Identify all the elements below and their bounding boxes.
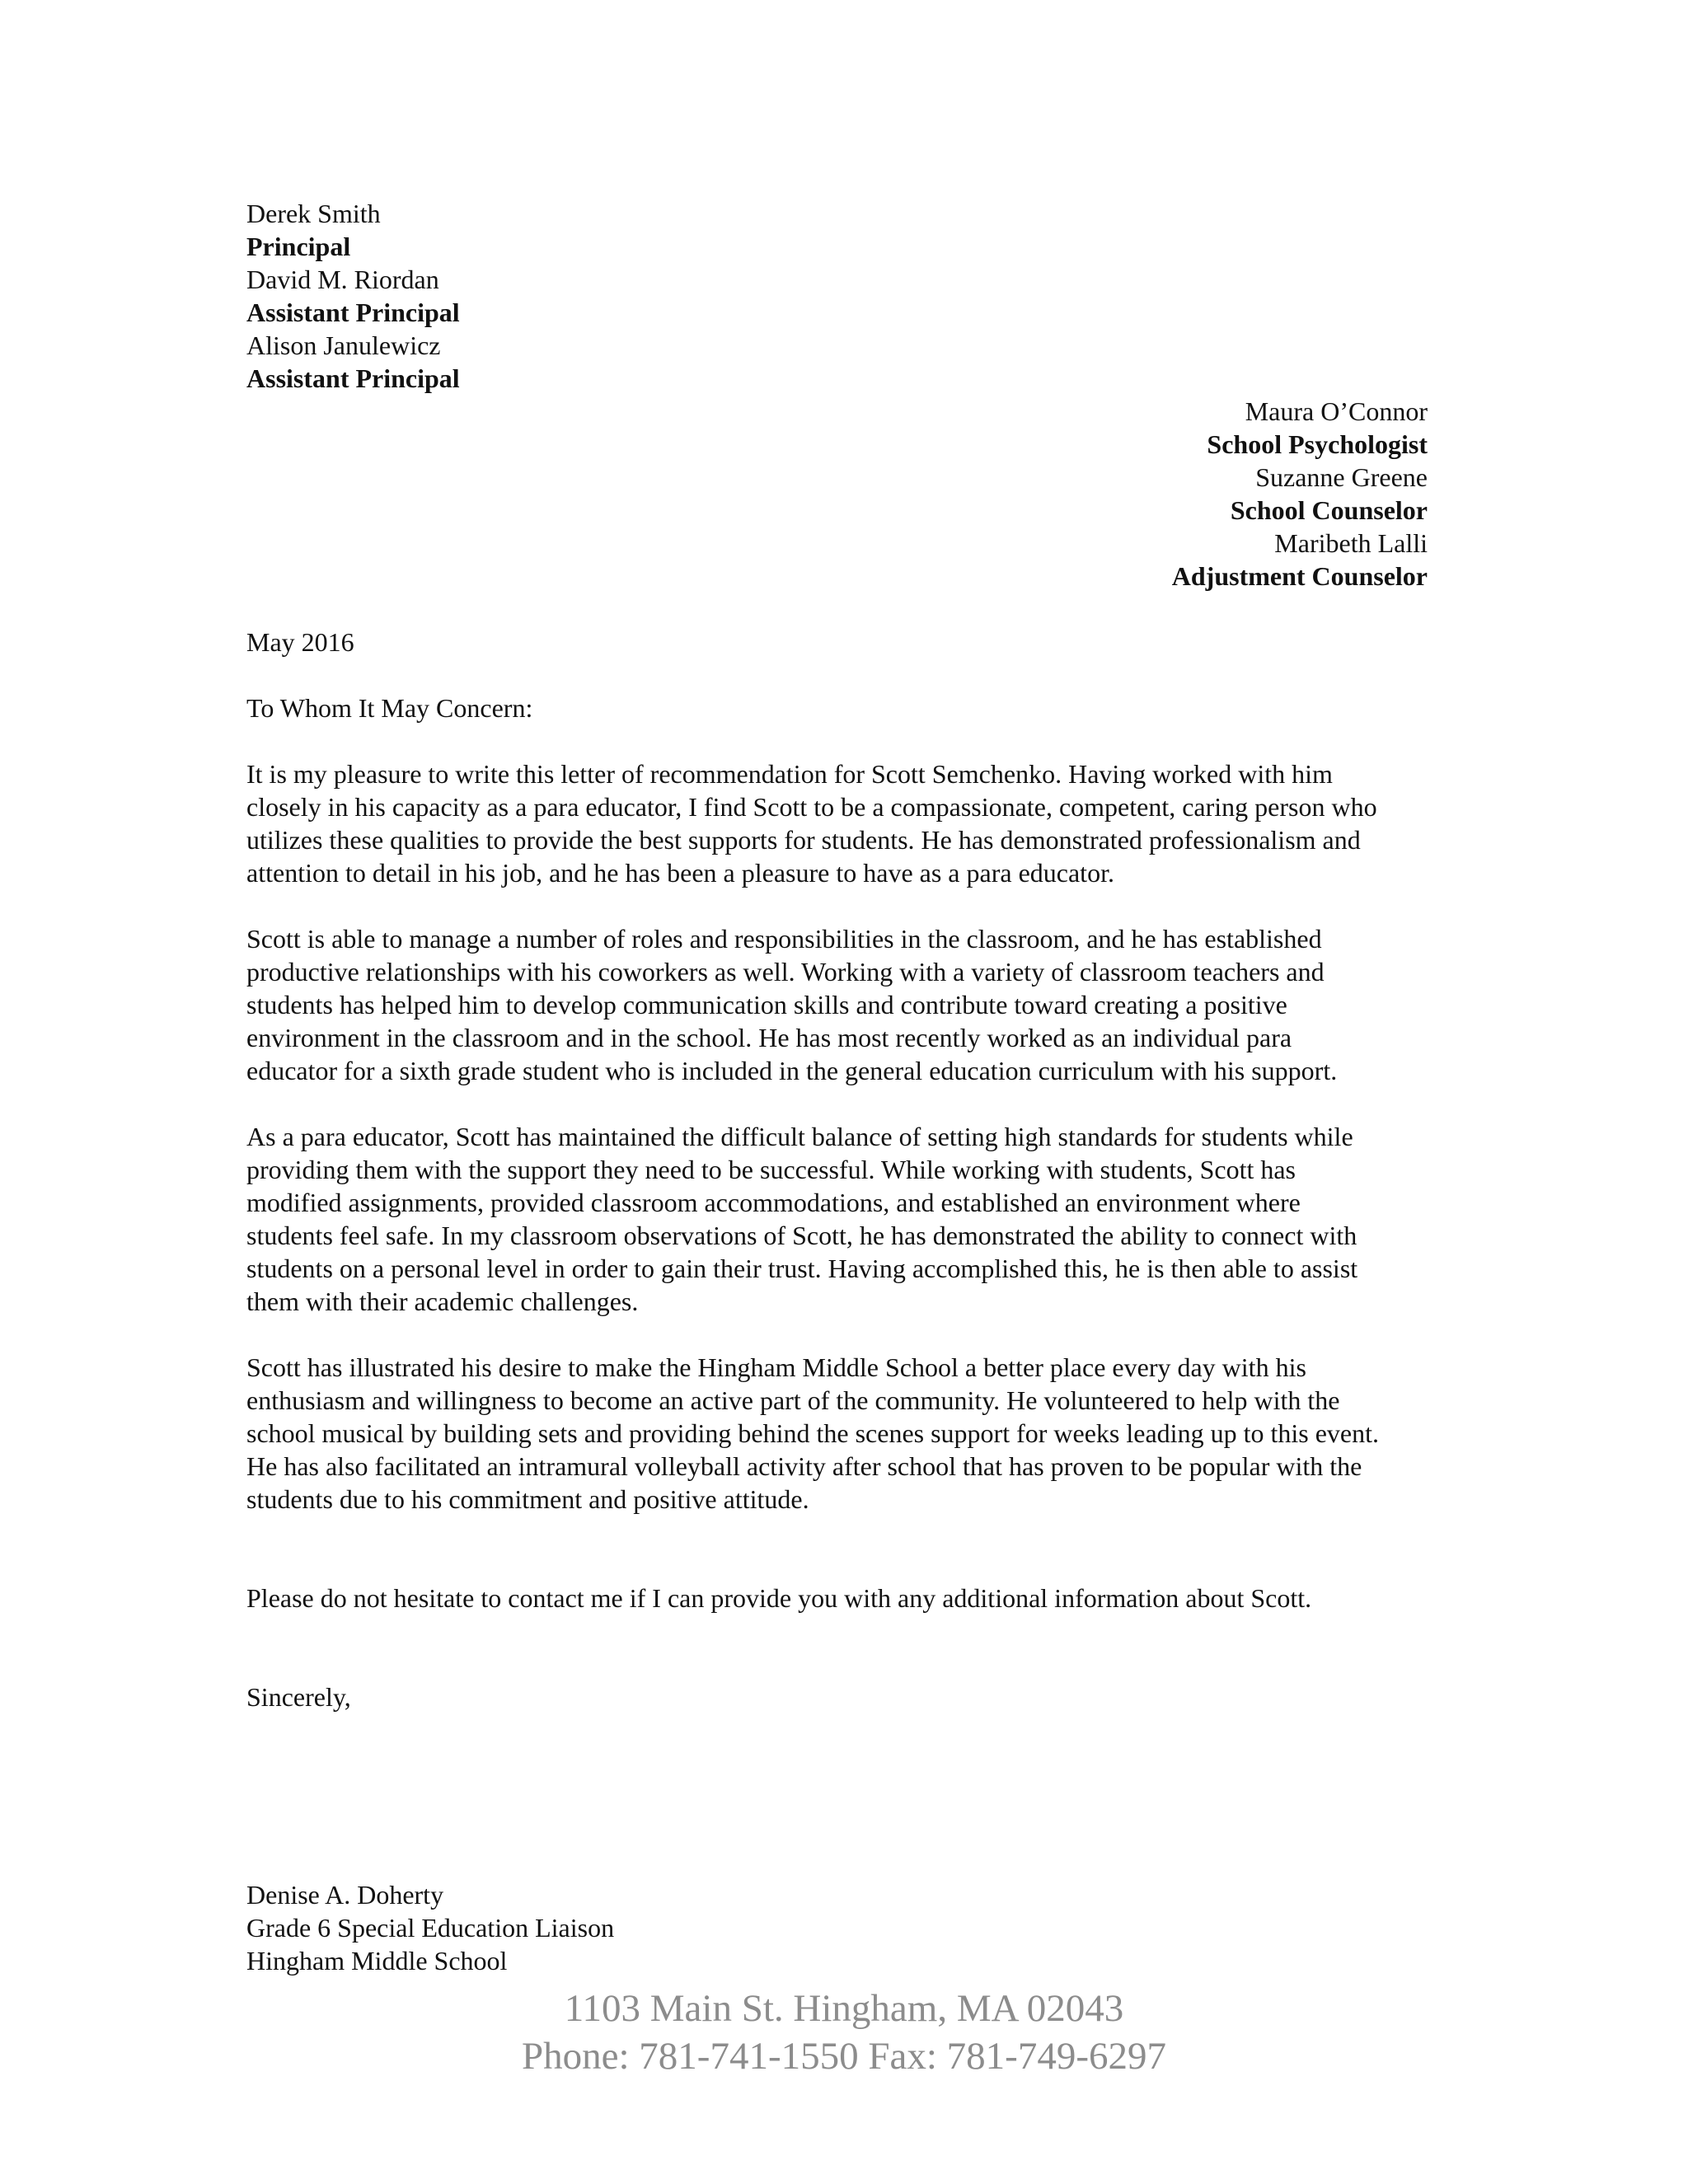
footer-address: 1103 Main St. Hingham, MA 02043 <box>564 1987 1124 2030</box>
paragraph-line: closely in his capacity as a para educator, I find Scott to be a compassionate, competent, caring person who <box>246 792 1377 822</box>
letter-date: May 2016 <box>246 627 354 657</box>
paragraph-line: attention to detail in his job, and he has been a pleasure to have as a para educator. <box>246 858 1114 888</box>
header-left-name-1: Derek Smith <box>246 199 381 228</box>
header-right-title-2: School Counselor <box>1230 495 1428 525</box>
header-right-name-1: Maura O’Connor <box>1245 396 1428 426</box>
paragraph-line: enthusiasm and willingness to become an active part of the community. He volunteered to help with the <box>246 1385 1340 1415</box>
header-left-title-2: Assistant Principal <box>246 298 460 327</box>
paragraph-line: Scott is able to manage a number of roles and responsibilities in the classroom, and he has established <box>246 924 1322 954</box>
header-left-name-3: Alison Janulewicz <box>246 330 441 360</box>
body-paragraph-4 <box>246 1351 1442 1516</box>
body-paragraph-1 <box>246 757 1442 889</box>
body-paragraph-2 <box>246 922 1442 1087</box>
paragraph-line: students feel safe. In my classroom observations of Scott, he has demonstrated the ability to connect with <box>246 1221 1357 1250</box>
header-left-title-3: Assistant Principal <box>246 363 460 393</box>
header-right-title-1: School Psychologist <box>1207 429 1428 459</box>
header-right-name-2: Suzanne Greene <box>1255 462 1428 492</box>
paragraph-line: educator for a sixth grade student who is included in the general education curriculum with his support. <box>246 1056 1338 1085</box>
sign-off: Sincerely, <box>246 1682 351 1712</box>
paragraph-line: school musical by building sets and providing behind the scenes support for weeks leading up to this event. <box>246 1418 1379 1448</box>
paragraph-line: productive relationships with his coworkers as well. Working with a variety of classroom teachers and <box>246 957 1325 987</box>
paragraph-line: environment in the classroom and in the school. He has most recently worked as an individual para <box>246 1023 1292 1052</box>
header-right-title-3: Adjustment Counselor <box>1171 561 1428 591</box>
paragraph-line: students due to his commitment and positive attitude. <box>246 1484 809 1514</box>
paragraph-line: He has also facilitated an intramural volleyball activity after school that has proven to be popular with the <box>246 1451 1362 1481</box>
paragraph-line: providing them with the support they need to be successful. While working with students, Scott has <box>246 1155 1296 1184</box>
paragraph-line: modified assignments, provided classroom accommodations, and established an environment where <box>246 1188 1301 1217</box>
header-left-title-1: Principal <box>246 232 351 261</box>
body-paragraph-3 <box>246 1120 1442 1318</box>
signer-name: Denise A. Doherty <box>246 1880 444 1910</box>
paragraph-line: them with their academic challenges. <box>246 1286 639 1316</box>
paragraph-line: students has helped him to develop communication skills and contribute toward creating a positive <box>246 990 1287 1019</box>
signer-role: Grade 6 Special Education Liaison <box>246 1913 615 1943</box>
signer-school: Hingham Middle School <box>246 1946 508 1975</box>
footer-phone-fax: Phone: 781-741-1550 Fax: 781-749-6297 <box>522 2035 1166 2078</box>
header-left-name-2: David M. Riordan <box>246 265 439 294</box>
paragraph-line: As a para educator, Scott has maintained the difficult balance of setting high standards for students while <box>246 1122 1353 1151</box>
paragraph-line: Scott has illustrated his desire to make the Hingham Middle School a better place every day with his <box>246 1352 1306 1382</box>
letter-salutation: To Whom It May Concern: <box>246 693 533 723</box>
paragraph-line: utilizes these qualities to provide the best supports for students. He has demonstrated professionalism and <box>246 825 1361 855</box>
paragraph-line: students on a personal level in order to gain their trust. Having accomplished this, he is then able to assist <box>246 1254 1358 1283</box>
closing-line: Please do not hesitate to contact me if I can provide you with any additional information about Scott. <box>246 1583 1312 1613</box>
header-right-name-3: Maribeth Lalli <box>1274 528 1428 558</box>
paragraph-line: It is my pleasure to write this letter of recommendation for Scott Semchenko. Having worked with him <box>246 759 1333 789</box>
